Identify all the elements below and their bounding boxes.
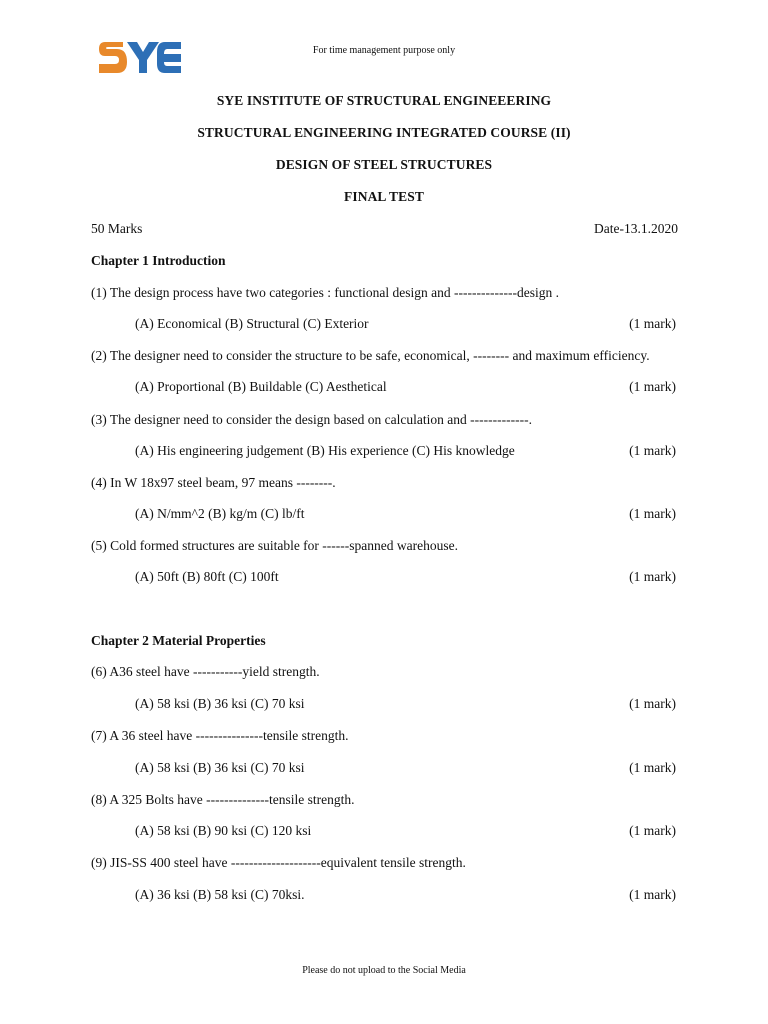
test-title: FINAL TEST [344,189,424,204]
test-date: Date-13.1.2020 [594,221,678,236]
question-text: (1) The design process have two categories : functional design and --------------design . [91,285,559,300]
question-mark: (1 mark) [629,443,676,458]
question-text: (8) A 325 Bolts have --------------tensile strength. [91,792,355,807]
answer-options: (A) Proportional (B) Buildable (C) Aesthetical [135,379,387,394]
question-mark: (1 mark) [629,506,676,521]
chapter-heading: Chapter 1 Introduction [91,253,226,268]
institute-title: SYE INSTITUTE OF STRUCTURAL ENGINEEERING [216,93,552,108]
subject-title: DESIGN OF STEEL STRUCTURES [275,157,493,172]
question-mark: (1 mark) [629,569,676,584]
answer-options: (A) 58 ksi (B) 36 ksi (C) 70 ksi [135,760,305,775]
answer-options: (A) Economical (B) Structural (C) Exterior [135,316,369,331]
answer-options: (A) 36 ksi (B) 58 ksi (C) 70ksi. [135,887,305,902]
question-text: (6) A36 steel have -----------yield strength. [91,664,320,679]
question-text: (9) JIS-SS 400 steel have --------------------equivalent tensile strength. [91,855,466,870]
question-text: (3) The designer need to consider the design based on calculation and -------------. [91,412,532,427]
question-text: (4) In W 18x97 steel beam, 97 means --------. [91,475,336,490]
header-note: For time management purpose only [312,45,456,56]
answer-options: (A) 58 ksi (B) 90 ksi (C) 120 ksi [135,823,312,838]
course-title: STRUCTURAL ENGINEERING INTEGRATED COURSE (II) [197,125,571,140]
question-mark: (1 mark) [629,760,676,775]
question-mark: (1 mark) [629,823,676,838]
question-text: (2) The designer need to consider the structure to be safe, economical, -------- and maximum efficiency. [91,348,650,363]
answer-options: (A) 50ft (B) 80ft (C) 100ft [135,569,279,584]
footer-note: Please do not upload to the Social Media [302,965,466,976]
chapter-heading: Chapter 2 Material Properties [91,633,266,648]
question-mark: (1 mark) [629,379,676,394]
answer-options: (A) 58 ksi (B) 36 ksi (C) 70 ksi [135,696,305,711]
answer-options: (A) His engineering judgement (B) His experience (C) His knowledge [135,443,515,458]
total-marks: 50 Marks [91,221,143,236]
question-mark: (1 mark) [629,316,676,331]
question-text: (5) Cold formed structures are suitable for ------spanned warehouse. [91,538,458,553]
answer-options: (A) N/mm^2 (B) kg/m (C) lb/ft [135,506,305,521]
question-mark: (1 mark) [629,696,676,711]
question-mark: (1 mark) [629,887,676,902]
question-text: (7) A 36 steel have ---------------tensile strength. [91,728,349,743]
